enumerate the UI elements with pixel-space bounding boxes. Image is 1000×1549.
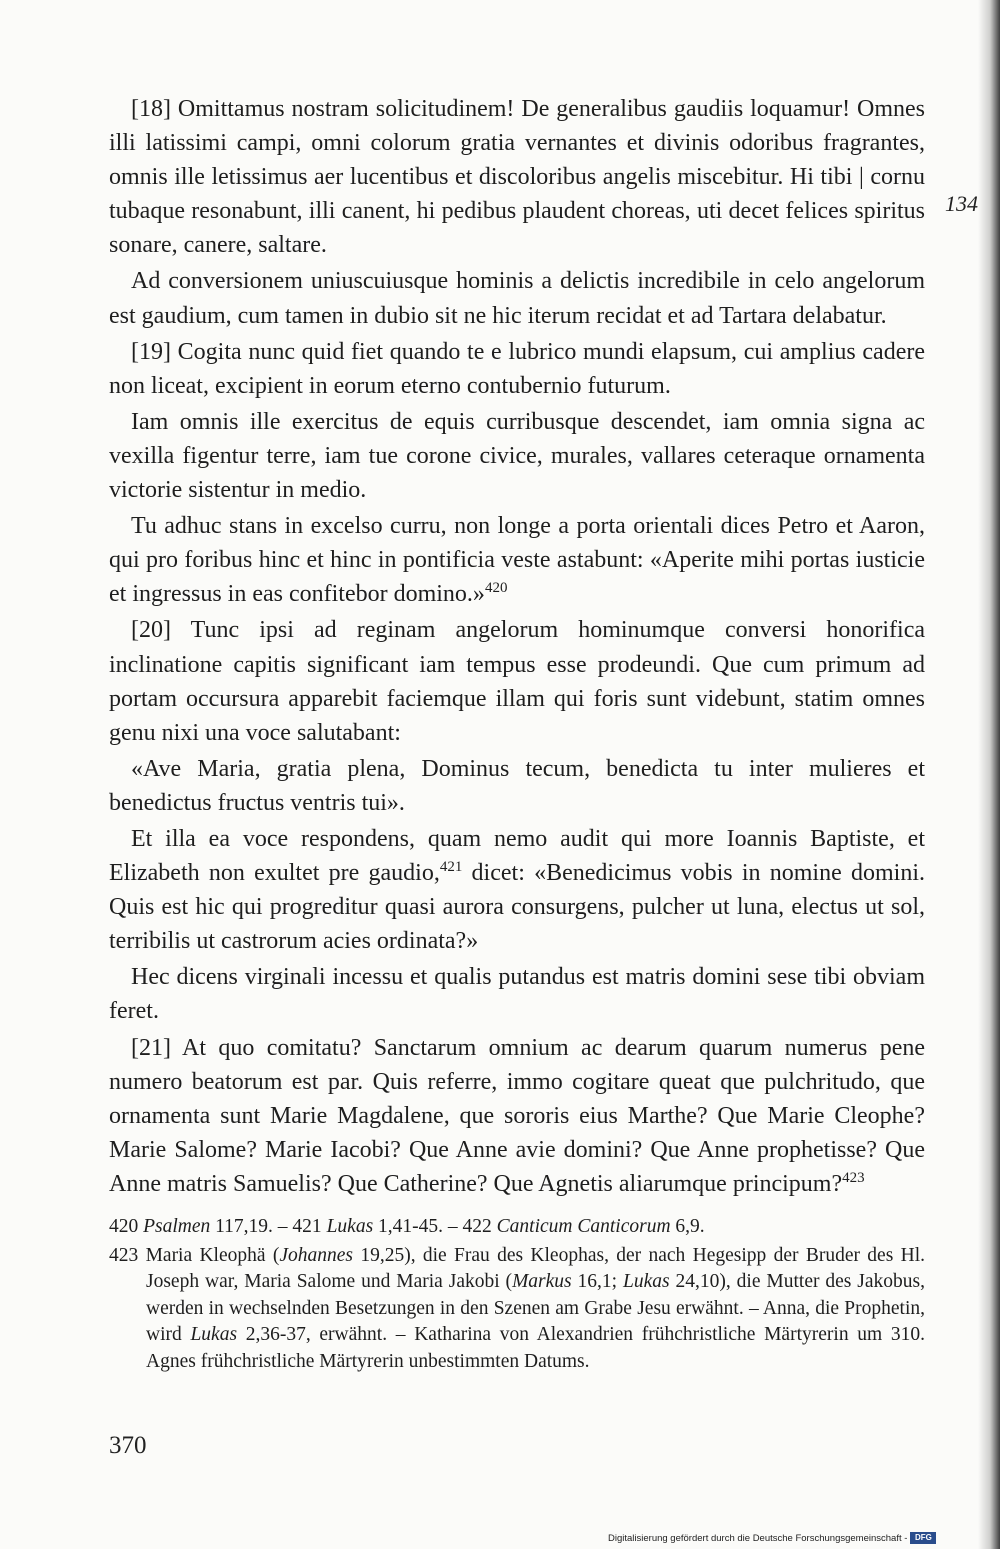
italic-run: Psalmen — [143, 1216, 211, 1237]
paragraph — [109, 405, 925, 507]
footnote — [109, 1214, 925, 1241]
text-run: 2,36-37, erwähnt. – Katharina von Alexandrien frühchristliche Märtyrerin um 310. Agnes frühchristliche Märtyrerin unbestimmten Datums. — [146, 1324, 925, 1372]
footnote-ref: 423 — [842, 1169, 865, 1186]
text-run: [19] Cogita nunc quid fiet quando te e lubrico mundi elapsum, cui amplius cadere non liceat, excipient in eorum eterno contubernio futurum. — [109, 338, 925, 399]
italic-run: Canticum Canticorum — [496, 1216, 671, 1237]
text-run: 420 — [109, 1216, 144, 1237]
footnotes — [109, 1214, 925, 1378]
italic-run: Lukas — [623, 1271, 670, 1293]
paragraph — [109, 960, 925, 1028]
text-run: Tu adhuc stans in excelso curru, non longe a porta orientali dices Petro et Aaron, qui pro foribus hinc et hinc in pontificia veste astabunt: «Aperite mihi portas iusticie et ingressus in eas confitebor domino.» — [109, 513, 925, 608]
paragraph — [109, 822, 925, 958]
text-run: 117,19. – 421 — [210, 1216, 327, 1237]
digitization-footer — [608, 1530, 968, 1546]
paragraph — [109, 264, 925, 332]
text-run: Et illa ea voce respondens, quam nemo audit qui more Ioannis Baptiste, et Elizabeth non exultet pre gaudio, — [109, 825, 925, 887]
text-run: Ad conversionem uniuscuiusque hominis a delictis incredibile in celo angelorum est gaudium, cum tamen in dubio sit ne hic iterum recidat et ad Tartara delabatur. — [109, 268, 925, 329]
paragraph — [109, 1031, 925, 1201]
text-run: «Ave Maria, gratia plena, Dominus tecum, benedicta tu inter mulieres et benedictus fructus ventris tui». — [109, 755, 925, 816]
footer-credit-text: Digitalisierung gefördert durch die Deutsche Forschungsgemeinschaft - — [608, 1532, 908, 1544]
text-run: [21] At quo comitatu? Sanctarum omnium ac dearum quarum numerus pene numero beatorum est par. Quis referre, immo cogitare queat que pulchritudo, que ornamenta sunt Marie Magdalene, que sororis eius Marthe? Que Marie Cleophe? Marie Salome? Marie Iacobi? Que Anne avie domini? Que Anne prophetisse? Que Anne matris Samuelis? Que Catherine? Que Agnetis aliarumque principum? — [109, 1034, 925, 1197]
text-run: dicet: «Benedicimus vobis in nomine domini. Quis est hic qui progreditur quasi aurora consurgens, pulcher ut luna, electus ut sol, terribilis ut castrorum acies ordinata?» — [109, 860, 925, 955]
paragraph — [109, 613, 925, 749]
text-run: 24,10), die Mutter des Jakobus, werden in wechselnden Besetzungen in den Szenen am Grabe Jesu erwähnt. – Anna, die Prophetin, wird — [146, 1271, 926, 1346]
page-number: 370 — [109, 1432, 147, 1459]
footnote-ref: 420 — [484, 580, 508, 597]
paragraph — [109, 92, 925, 262]
italic-run: Lukas — [326, 1216, 374, 1237]
text-run: 1,41-45. – 422 — [373, 1216, 497, 1237]
text-run: Hec dicens virginali incessu et qualis putandus est matris domini sese tibi obviam feret. — [109, 964, 925, 1025]
italic-run: Markus — [512, 1271, 572, 1293]
italic-run: Lukas — [190, 1324, 238, 1346]
text-run: [18] Omittamus nostram solicitudinem! De generalibus gaudiis loquamur! Omnes illi latissimi campi, omni colorum gratia vernantes et divinis odoribus fragrantes, omnis ille letissimus aer lucentibus et discoloribus angelis miscebitur. Hi tibi | cornu tubaque resonabunt, illi canent, hi pedibus plaudent choreas, uti decet felices spiritus sonare, canere, saltare. — [109, 96, 925, 259]
text-run: 19,25), die Frau des Kleophas, der nach Hegesipp der Bruder des Hl. Joseph war, Maria Salome und Maria Jakobi ( — [146, 1244, 925, 1293]
paragraph — [109, 509, 925, 611]
dfg-logo-icon: DFG — [910, 1532, 936, 1544]
main-text — [109, 92, 925, 1203]
text-run: Iam omnis ille exercitus de equis curribusque descendet, iam omnia signa ac vexilla figentur terre, iam tue corone civice, murales, vallares ceteraque ornamenta victorie sistentur in medio. — [109, 408, 925, 504]
text-run: 6,9. — [670, 1216, 705, 1237]
footnote-ref: 421 — [439, 859, 463, 876]
margin-page-reference: 134 — [945, 191, 978, 216]
text-run: [20] Tunc ipsi ad reginam angelorum hominumque conversi honorifica inclinatione capitis significant iam tempus esse prodeundi. Que cum primum ad portam occursura apparebit faciemque illam qui foris sunt videbunt, statim omnes genu nixi una voce salutabant: — [109, 617, 925, 746]
italic-run: Johannes — [279, 1244, 353, 1266]
text-run: 423 Maria Kleophä ( — [109, 1244, 280, 1266]
paragraph — [109, 335, 925, 403]
text-run: 16,1; — [571, 1271, 624, 1293]
footnote — [109, 1243, 925, 1376]
paragraph — [109, 752, 925, 820]
